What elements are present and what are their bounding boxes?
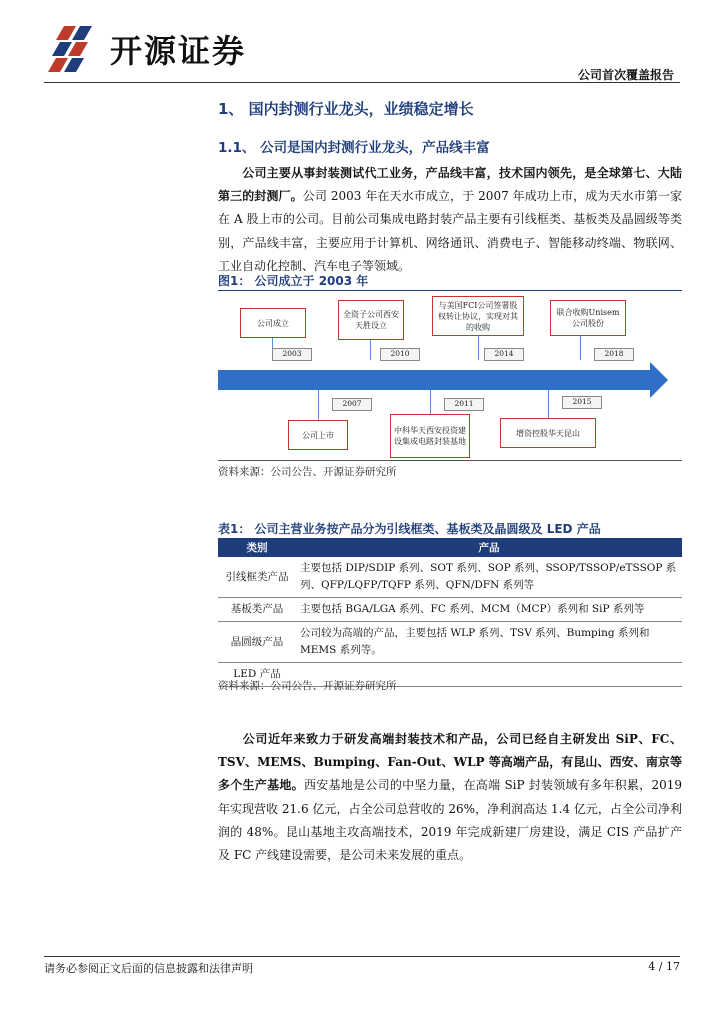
year-2007: 2007: [332, 398, 372, 411]
event-2015: 增资控股华天昆山: [500, 418, 596, 448]
intro-paragraph: [218, 162, 682, 278]
body-bold: 公司近年来致力于研发高端封装技术和产品，公司已经自主研发出 SiP、FC、TSV、MEMS、Bumping、Fan-Out、WLP 等高端产品，有昆山、西安、南京等多个生产基地。: [218, 732, 682, 793]
event-2003: 公司成立: [240, 308, 306, 338]
table-row: [218, 622, 682, 663]
event-2018: 联合收购Unisem公司股份: [550, 300, 626, 336]
table-cell-product: 公司较为高端的产品，主要包括 WLP 系列、TSV 系列、Bumping 系列和 MEMS 系列等。: [296, 622, 682, 663]
event-2014: 与美国FCI公司签署股权转让协议，实现对其的收购: [432, 296, 524, 336]
connector: [478, 336, 479, 360]
timeline-arrow-icon: [218, 360, 682, 400]
table-cell-category: LED 产品: [218, 663, 296, 687]
body-paragraph: [218, 728, 682, 867]
year-2003: 2003: [272, 348, 312, 361]
figure-title: 图1： 公司成立于 2003 年: [218, 274, 369, 288]
connector: [370, 340, 371, 360]
section-heading: 1、 国内封测行业龙头，业绩稳定增长: [218, 100, 474, 118]
table-cell-category: 基板类产品: [218, 598, 296, 622]
event-2007: 公司上市: [288, 420, 348, 450]
event-2010: 全资子公司西安天胜设立: [338, 300, 404, 340]
connector: [318, 390, 319, 420]
connector: [580, 336, 581, 360]
intro-text: 公司 2003 年在天水市成立，于 2007 年成功上市，成为天水市第一家在 A 股上市的公司。目前公司集成电路封装产品主要有引线框类、基板类及晶圆级等类别，产品线丰富，主要应用于计算机、网络通讯、消费电子、智能移动终端、物联网、工业自动化控制、汽车电子等领域。: [218, 189, 682, 273]
figure-top-rule: [218, 290, 682, 291]
product-table: [218, 538, 682, 687]
intro-bold: 公司主要从事封装测试代工业务，产品线丰富，技术国内领先，是全球第七、大陆第三的封测厂。: [218, 166, 682, 204]
brand-logo-icon: [44, 22, 102, 74]
page-number: 4 / 17: [648, 960, 680, 973]
body-text: 西安基地是公司的中坚力量，在高端 SiP 封装领域有多年积累，2019 年实现营收 21.6 亿元，占全公司总营收的 26%，净利润高达 1.4 亿元，占全公司净利润的 48%。昆山基地主攻高端技术，2019 年完成新建厂房建设，满足 CIS 产品扩产及 FC 产线建设需要，是公司未来发展的重点。: [218, 778, 682, 863]
connector: [430, 390, 431, 414]
table-title: 表1： 公司主营业务按产品分为引线框类、基板类及晶圆级及 LED 产品: [218, 522, 601, 536]
table-header-product: 产品: [296, 538, 682, 557]
figure-source: 资料来源：公司公告、开源证券研究所: [218, 466, 397, 478]
table-header-row: [218, 538, 682, 557]
table-header-category: 类别: [218, 538, 296, 557]
year-2011: 2011: [444, 398, 484, 411]
subsection-heading: 1.1、 公司是国内封测行业龙头，产品线丰富: [218, 140, 490, 156]
table-row: [218, 598, 682, 622]
header-divider: [44, 82, 680, 83]
year-2014: 2014: [484, 348, 524, 361]
table-cell-category: 晶圆级产品: [218, 622, 296, 663]
footer-divider: [44, 956, 680, 957]
table-source: 资料来源：公司公告、开源证券研究所: [218, 680, 397, 692]
year-2018: 2018: [594, 348, 634, 361]
year-2010: 2010: [380, 348, 420, 361]
table-cell-product: 主要包括 DIP/SDIP 系列、SOT 系列、SOP 系列、SSOP/TSSOP/eTSSOP 系列、QFP/LQFP/TQFP 系列、QFN/DFN 系列等: [296, 557, 682, 598]
table-row: [218, 557, 682, 598]
table-cell-category: 引线框类产品: [218, 557, 296, 598]
brand-name: 开源证券: [110, 32, 247, 70]
connector: [548, 390, 549, 418]
event-2011: 中科华天西安投资建设集成电路封装基地: [390, 414, 470, 458]
table-cell-product: 主要包括 BGA/LGA 系列、FC 系列、MCM（MCP）系列和 SiP 系列等: [296, 598, 682, 622]
timeline-figure: [218, 292, 682, 460]
figure-bottom-rule: [218, 460, 682, 461]
footer-disclaimer: 请务必参阅正文后面的信息披露和法律声明: [44, 962, 253, 975]
report-type: 公司首次覆盖报告: [577, 68, 674, 82]
year-2015: 2015: [562, 396, 602, 409]
